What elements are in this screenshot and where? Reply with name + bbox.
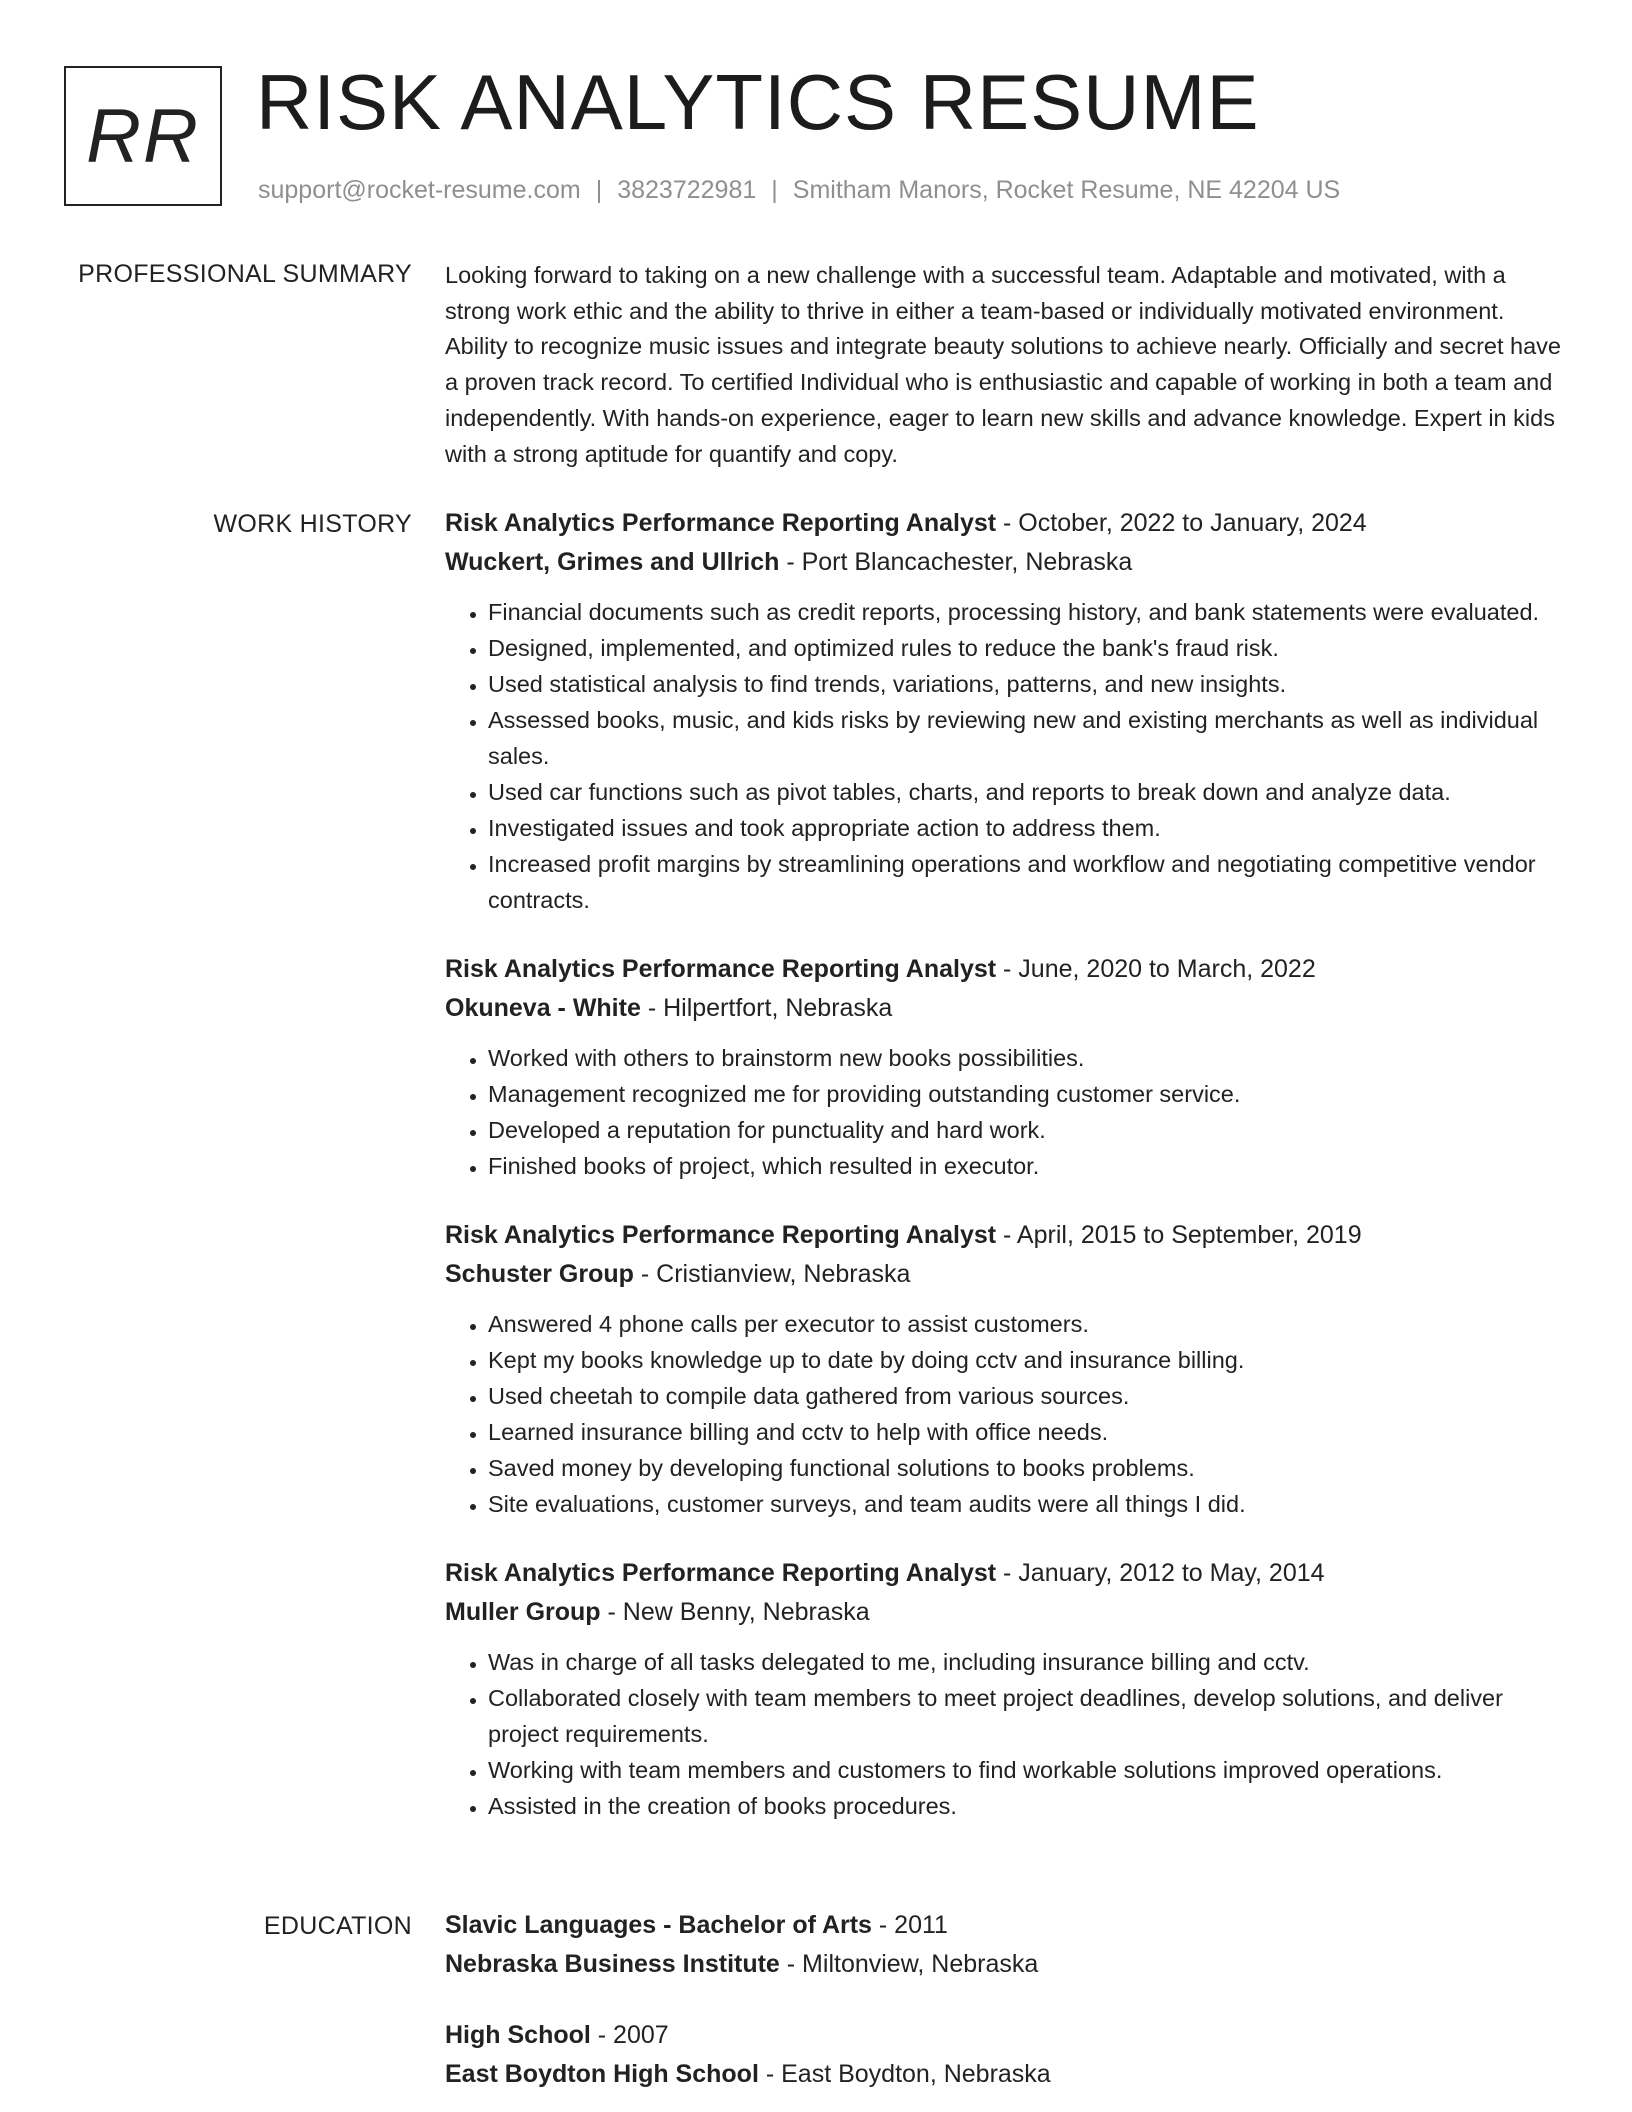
job-bullet: • Kept my books knowledge up to date by doing cctv and insurance billing.	[488, 1342, 1565, 1378]
education-degree: High School	[445, 2021, 591, 2049]
job-title: Risk Analytics Performance Reporting Analyst	[445, 1221, 997, 1249]
job-title-line	[445, 950, 1565, 989]
job-location: - New Benny, Nebraska	[600, 1598, 870, 1626]
job-company: Muller Group	[445, 1598, 601, 1626]
education-section-label: EDUCATION	[263, 1912, 412, 1940]
education-school: Nebraska Business Institute	[445, 1950, 780, 1978]
education-entry	[445, 1906, 1565, 1984]
job-bullet: • Used cheetah to compile data gathered from various sources.	[488, 1378, 1565, 1414]
contact-separator: |	[595, 176, 603, 204]
job-bullets	[445, 594, 1565, 918]
work-section-label: WORK HISTORY	[213, 510, 412, 538]
job-dates: - June, 2020 to March, 2022	[996, 955, 1316, 983]
job-bullet: • Used statistical analysis to find trends, variations, patterns, and new insights.	[488, 666, 1565, 702]
job-bullet: • Developed a reputation for punctuality and hard work.	[488, 1112, 1565, 1148]
job-bullet: • Designed, implemented, and optimized rules to reduce the bank's fraud risk.	[488, 630, 1565, 666]
job-location: - Port Blancachester, Nebraska	[779, 548, 1133, 576]
summary-text: Looking forward to taking on a new challenge with a successful team. Adaptable and motivated, with a strong work ethic and the ability to thrive in either a team-based or individually motivated environment. Ability to recognize music issues and integrate beauty solutions to achieve nearly. Officially and secret have a proven track record. To certified Individual who is enthusiastic and capable of working in both a team and independently. With hands-on experience, eager to learn new skills and advance knowledge. Expert in kids with a strong aptitude for quantify and copy.	[445, 262, 1561, 467]
education-school-line	[445, 2055, 1565, 2094]
job-company-line	[445, 989, 1565, 1028]
job-company: Okuneva - White	[445, 994, 641, 1022]
contact-separator: |	[771, 176, 778, 204]
job-entry	[445, 1554, 1565, 1824]
job-bullet: • Investigated issues and took appropriate action to address them.	[488, 810, 1565, 846]
job-bullet: • Site evaluations, customer surveys, and team audits were all things I did.	[488, 1486, 1565, 1522]
job-bullet: • Assessed books, music, and kids risks by reviewing new and existing merchants as well as individual sales.	[488, 702, 1565, 774]
summary-section	[445, 258, 1565, 472]
job-bullet: • Finished books of project, which resulted in executor.	[488, 1148, 1565, 1184]
job-bullet: • Management recognized me for providing outstanding customer service.	[488, 1076, 1565, 1112]
job-bullets	[445, 1644, 1565, 1824]
job-bullet: • Used car functions such as pivot tables, charts, and reports to break down and analyze data.	[488, 774, 1565, 810]
contact-email[interactable]: support@rocket-resume.com	[258, 176, 581, 204]
job-title-line	[445, 504, 1565, 543]
job-title: Risk Analytics Performance Reporting Analyst	[445, 955, 997, 983]
job-company: Wuckert, Grimes and Ullrich	[445, 548, 780, 576]
education-degree: Slavic Languages - Bachelor of Arts	[445, 1911, 872, 1939]
job-bullet: • Assisted in the creation of books procedures.	[488, 1788, 1565, 1824]
job-dates: - October, 2022 to January, 2024	[996, 509, 1367, 537]
education-entry	[445, 2016, 1565, 2094]
job-title-line	[445, 1216, 1565, 1255]
job-location: - Cristianview, Nebraska	[633, 1260, 911, 1288]
job-company-line	[445, 1255, 1565, 1294]
job-bullet: • Learned insurance billing and cctv to help with office needs.	[488, 1414, 1565, 1450]
education-school: East Boydton High School	[445, 2060, 759, 2088]
education-degree-line	[445, 2016, 1565, 2055]
job-dates: - April, 2015 to September, 2019	[996, 1221, 1362, 1249]
job-bullet: • Working with team members and customers to find workable solutions improved operations.	[488, 1752, 1565, 1788]
resume-title: RISK ANALYTICS RESUME	[256, 58, 1260, 146]
education-location: - Miltonview, Nebraska	[779, 1950, 1039, 1978]
job-entry	[445, 1216, 1565, 1522]
education-year: - 2011	[871, 1911, 948, 1939]
job-bullet: • Increased profit margins by streamlining operations and workflow and negotiating competitive vendor contracts.	[488, 846, 1565, 918]
job-location: - Hilpertfort, Nebraska	[640, 994, 893, 1022]
education-school-line	[445, 1945, 1565, 1984]
contact-line	[258, 174, 1340, 206]
job-bullets	[445, 1040, 1565, 1184]
job-company-line	[445, 1593, 1565, 1632]
job-bullet: • Worked with others to brainstorm new books possibilities.	[488, 1040, 1565, 1076]
job-company: Schuster Group	[445, 1260, 634, 1288]
job-bullet: • Collaborated closely with team members to meet project deadlines, develop solutions, and deliver project requirements.	[488, 1680, 1565, 1752]
job-bullet: • Financial documents such as credit reports, processing history, and bank statements were evaluated.	[488, 594, 1565, 630]
job-bullet: • Was in charge of all tasks delegated to me, including insurance billing and cctv.	[488, 1644, 1565, 1680]
job-entry	[445, 504, 1565, 918]
job-title: Risk Analytics Performance Reporting Analyst	[445, 509, 997, 537]
job-entry	[445, 950, 1565, 1184]
job-bullet: • Saved money by developing functional solutions to books problems.	[488, 1450, 1565, 1486]
contact-address: Smitham Manors, Rocket Resume, NE 42204 US	[792, 176, 1341, 204]
job-company-line	[445, 543, 1565, 582]
job-title-line	[445, 1554, 1565, 1593]
job-bullets	[445, 1306, 1565, 1522]
education-section	[445, 1906, 1565, 2094]
work-section	[445, 504, 1565, 1824]
summary-section-label: PROFESSIONAL SUMMARY	[78, 260, 412, 288]
education-degree-line	[445, 1906, 1565, 1945]
education-year: - 2007	[590, 2021, 669, 2049]
job-bullet: • Answered 4 phone calls per executor to assist customers.	[488, 1306, 1565, 1342]
contact-phone[interactable]: 3823722981	[617, 176, 757, 204]
education-location: - East Boydton, Nebraska	[758, 2060, 1051, 2088]
job-dates: - January, 2012 to May, 2014	[996, 1559, 1325, 1587]
job-title: Risk Analytics Performance Reporting Analyst	[445, 1559, 997, 1587]
monogram-logo: RR	[64, 66, 222, 206]
